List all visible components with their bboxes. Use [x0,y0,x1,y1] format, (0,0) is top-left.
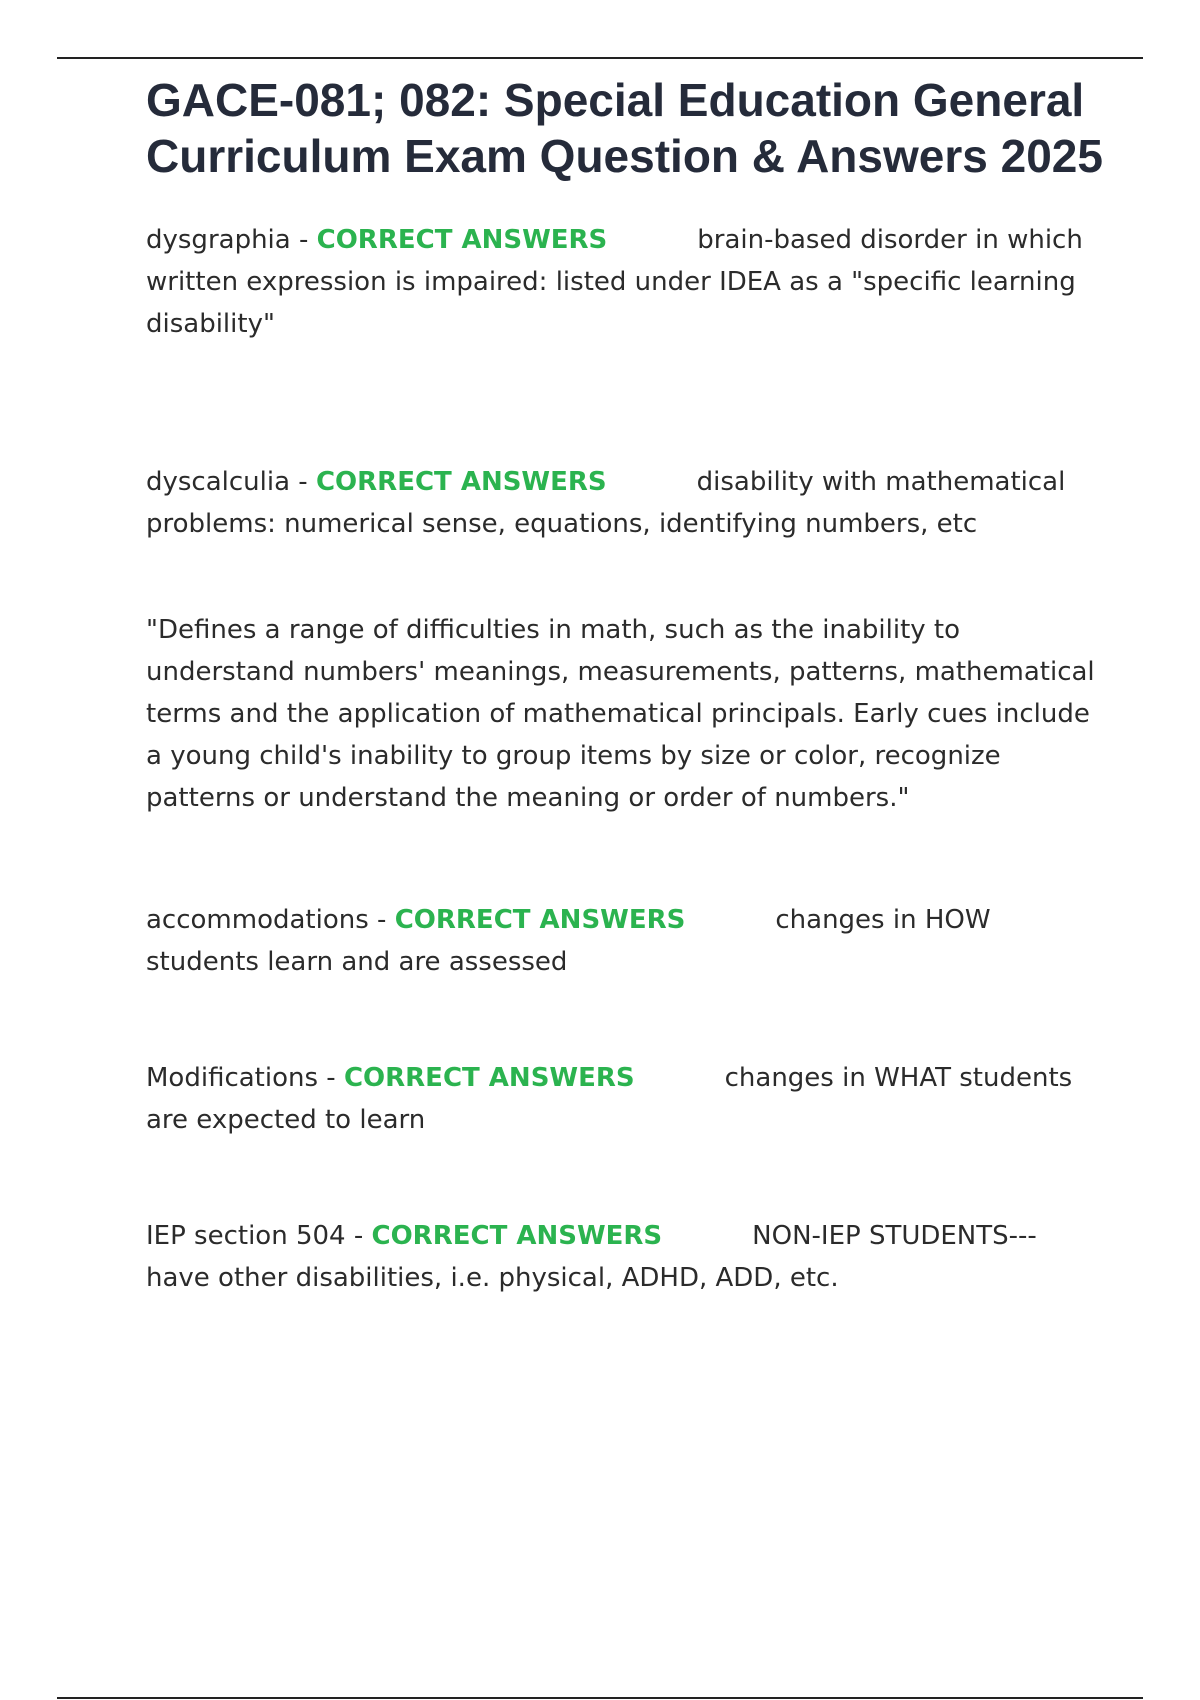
correct-answers-tag: CORRECT ANSWERS [371,1221,663,1251]
entry-term: dyscalculia [146,467,291,497]
entry-separator: - [290,225,317,255]
correct-answers-tag: CORRECT ANSWERS [316,225,608,255]
correct-answers-tag: CORRECT ANSWERS [315,467,607,497]
entry-dysgraphia [146,219,1106,345]
entry-definition: changes in HOW students learn and are assessed [146,905,991,977]
entry-iep-section-504 [146,1215,1106,1299]
entry-separator: - [345,1221,372,1251]
entry-term: Modifications [146,1063,319,1093]
entry-definition: disability with mathematical problems: numerical sense, equations, identifying numbers, etc [146,467,1066,539]
entry-term: dysgraphia [146,225,291,255]
correct-answers-tag: CORRECT ANSWERS [394,905,686,935]
entry-dyscalculia [146,461,1106,545]
correct-answers-tag: CORRECT ANSWERS [343,1063,635,1093]
bottom-rule [57,1697,1143,1699]
dyscalculia-quote: "Defines a range of difficulties in math, such as the inability to understand numbers' meanings, measurements, patterns, mathematical terms and the application of mathematical principals. Early cues include a young child's inability to group items by size or color, recognize patterns or understand the meaning or order of numbers." [146,615,1095,813]
entry-definition: NON-IEP STUDENTS--- have other disabilities, i.e. physical, ADHD, ADD, etc. [146,1221,1037,1293]
entry-definition: changes in WHAT students are expected to learn [146,1063,1073,1135]
entry-separator: - [290,467,316,497]
entry-term: IEP section 504 [146,1221,346,1251]
document-body [146,72,1106,1415]
document-title: GACE-081; 082: Special Education General Curriculum Exam Question & Answers 2025 [146,74,1103,182]
entry-definition: brain-based disorder in which written expression is impaired: listed under IDEA as a "specific learning disability" [146,225,1083,339]
entry-separator: - [318,1063,344,1093]
top-rule [57,57,1143,59]
entry-modifications [146,1057,1106,1141]
entry-accommodations [146,899,1106,983]
entry-separator: - [368,905,395,935]
entry-term: accommodations [146,905,369,935]
